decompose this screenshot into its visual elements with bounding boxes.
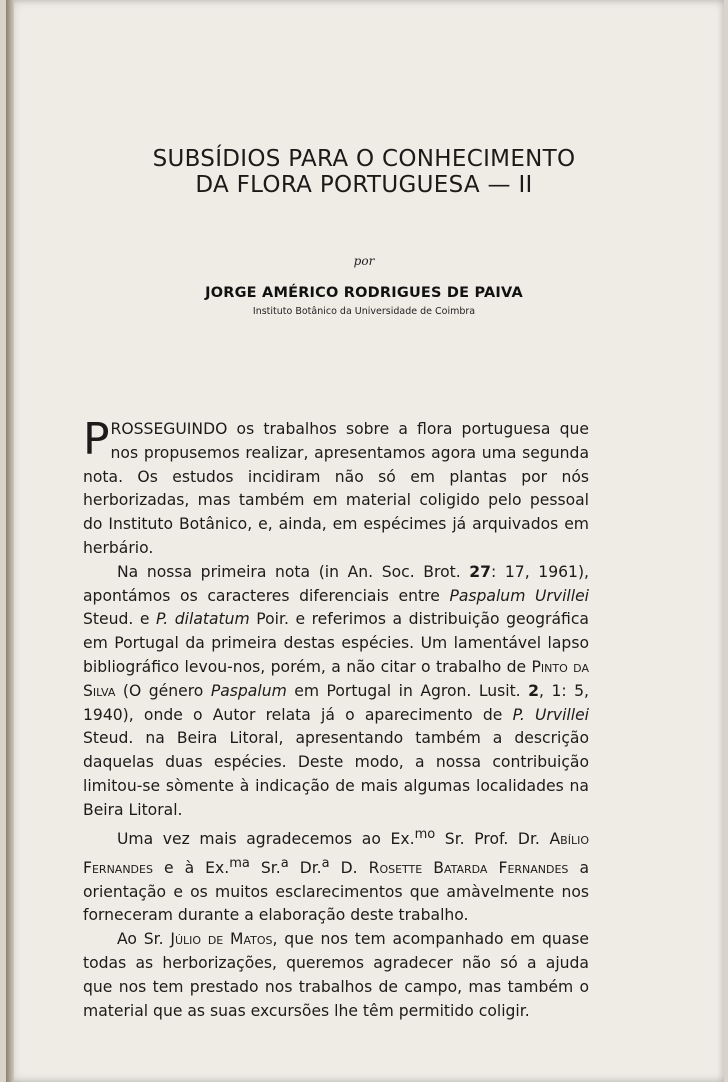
paragraph-3: Uma vez mais agradecemos ao Ex.$^{mo}$ Sr. Prof. Dr. Abílio Fernandes e à Ex.$^{ma}$ Sr.$^a$ Dr.$^a$ D. Rosette Batarda Fernandes a orientação e os muitos esclarecimentos que amàvelmente nos forneceram durante a elaboração deste trabalho. xyxy=(83,826,590,925)
paragraph-1: PROSSEGUINDO os trabalhos sobre a flora portuguesa que nos propusemos realizar, apresentamos agora uma segunda nota. Os estudos incidiram não só em plantas por nós herborizadas, mas também em material coligido pelo pessoal do Instituto Botânico, e, ainda, em espécimes já arquivados em herbário. xyxy=(83,414,589,557)
paragraph-2: Na nossa primeira nota (in An. Soc. Brot. 27: 17, 1961), apontámos os caracteres diferenciais entre Paspalum Urvillei Steud. e P. dilatatum Poir. e referimos a distribuição geográfica em Portugal da primeira destas espécies. Um lamentável lapso bibliográfico levou-nos, porém, a não citar o trabalho de Pinto da Silva (O género Paspalum em Portugal in Agron. Lusit. 2, 1: 5, 1940), onde o Autor relata já o aparecimento de P. Urvillei Steud. na Beira Litoral, apresentando também a descrição daquelas duas espécies. Deste modo, a nossa contribuição limitou-se sòmente à indicação de mais algumas localidades na Beira Litoral. xyxy=(83,562,589,819)
species-name: P. Urvillei xyxy=(512,705,589,724)
title-line-1: SUBSÍDIOS PARA O CONHECIMENTO xyxy=(152,146,576,172)
person-name: Júlio de Matos xyxy=(170,930,273,949)
drop-cap: P xyxy=(83,414,110,465)
paragraph-4: Ao Sr. Júlio de Matos, que nos tem acompanhado em quase todas as herborizações, queremos agradecer não só a ajuda que nos tem prestado nos trabalhos de campo, mas também o material que as suas excursões lhe têm permitido coligir. xyxy=(83,930,590,1020)
author-name: JORGE AMÉRICO RODRIGUES DE PAIVA xyxy=(205,285,523,301)
genus-name: Paspalum xyxy=(210,681,287,700)
person-name: Pinto da Silva xyxy=(83,657,589,700)
person-name: Rosette Batarda Fernandes xyxy=(368,858,569,877)
article-body xyxy=(83,414,590,1023)
person-name: Abílio Fernandes xyxy=(83,829,590,877)
species-name: P. dilatatum xyxy=(156,610,250,629)
title-line-2: DA FLORA PORTUGUESA — II xyxy=(195,172,533,198)
author-affiliation: Instituto Botânico da Universidade de Coimbra xyxy=(252,306,476,317)
byline-por: por xyxy=(353,254,375,268)
species-name: Paspalum Urvillei xyxy=(449,586,589,605)
